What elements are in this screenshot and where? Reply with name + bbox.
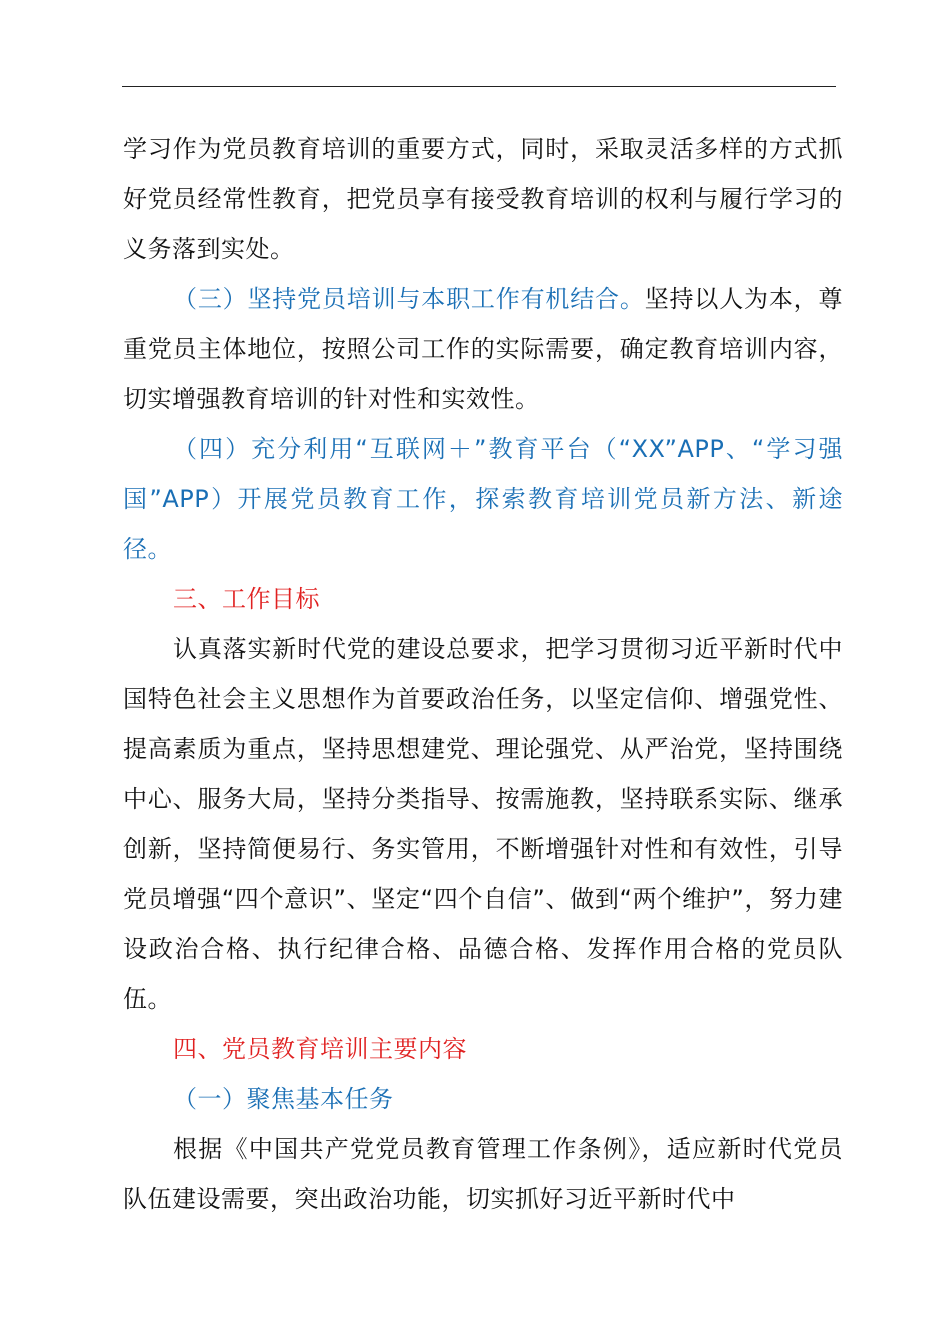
section-title: 四、党员教育培训主要内容 (173, 1035, 467, 1063)
paragraph-goals (123, 624, 843, 1024)
header-rule (122, 86, 836, 87)
paragraph-text: 认真落实新时代党的建设总要求，把学习贯彻习近平新时代中国特色社会主义思想作为首要政治任务，以坚定信仰、增强党性、提高素质为重点，坚持思想建党、理论强党、从严治党，坚持围绕中心、服务大局，坚持分类指导、按需施教，坚持联系实际、继承创新，坚持简便易行、务实管用，不断增强针对性和有效性，引导党员增强“四个意识”、坚定“四个自信”、做到“两个维护”，努力建设政治合格、执行纪律合格、品德合格、发挥作用合格的党员队伍。 (123, 635, 843, 1013)
subheading-basic-tasks (123, 1074, 843, 1124)
subheading-point-three: （三）坚持党员培训与本职工作有机结合。 (173, 285, 645, 313)
section-title: 三、工作目标 (173, 585, 320, 613)
paragraph-continuation (123, 124, 843, 274)
paragraph-text: 学习作为党员教育培训的重要方式，同时，采取灵活多样的方式抓好党员经常性教育，把党员享有接受教育培训的权利与履行学习的义务落到实处。 (123, 135, 843, 263)
paragraph-basic-tasks (123, 1124, 843, 1224)
paragraph-text: 坚持以人为本，尊重党员主体地位，按照公司工作的实际需要，确定教育培训内容，切实增强教育培训的针对性和实效性。 (123, 285, 844, 413)
paragraph-point-four (123, 424, 843, 574)
document-body (123, 124, 843, 1224)
section-heading-content (123, 1024, 843, 1074)
section-heading-goals (123, 574, 843, 624)
subheading-point-four: （四）充分利用“互联网＋”教育平台（“XX”APP、“学习强国”APP）开展党员教育工作，探索教育培训党员新方法、新途径。 (123, 435, 843, 563)
paragraph-text: 根据《中国共产党党员教育管理工作条例》，适应新时代党员队伍建设需要，突出政治功能，切实抓好习近平新时代中 (123, 1135, 843, 1213)
paragraph-point-three (123, 274, 843, 424)
subheading-title: （一）聚焦基本任务 (173, 1085, 394, 1113)
